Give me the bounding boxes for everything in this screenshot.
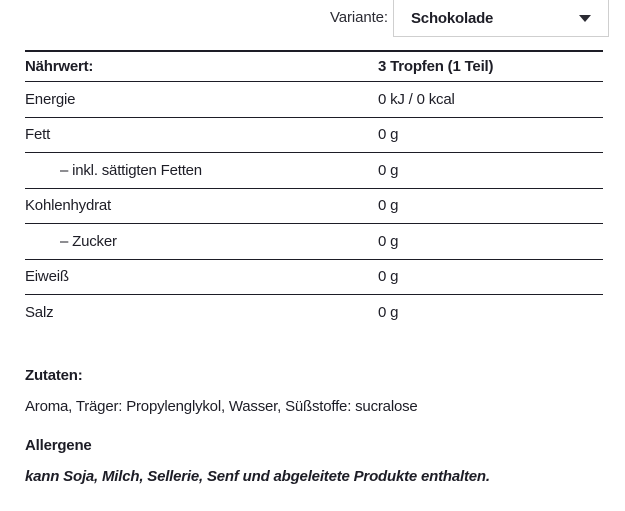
- variant-dropdown[interactable]: [393, 0, 609, 37]
- table-row-kohlenhydrat: [25, 189, 603, 225]
- nutrition-table: [25, 50, 603, 331]
- row-value: 0 g: [378, 268, 399, 286]
- table-row-eiweiss: [25, 260, 603, 296]
- row-value: 0 g: [378, 232, 399, 250]
- row-value: 0 kJ / 0 kcal: [378, 90, 455, 108]
- ingredients-text: Aroma, Träger: Propylenglykol, Wasser, Süßstoffe: sucralose: [25, 397, 418, 415]
- info-sections: [25, 367, 600, 485]
- chevron-down-icon: [579, 15, 591, 22]
- nutrition-header-value: 3 Tropfen (1 Teil): [378, 58, 494, 75]
- allergens-title: Allergene: [25, 436, 92, 454]
- row-value: 0 g: [378, 197, 399, 215]
- table-row-fett: [25, 118, 603, 154]
- row-label: Eiweiß: [25, 268, 69, 286]
- row-label: Energie: [25, 90, 76, 108]
- allergens-text: kann Soja, Milch, Sellerie, Senf und abgeleitete Produkte enthalten.: [25, 467, 490, 485]
- nutrition-table-header: [25, 52, 603, 82]
- ingredients-title: Zutaten:: [25, 366, 83, 384]
- table-row-salz: [25, 295, 603, 331]
- row-label: – inkl. sättigten Fetten: [60, 161, 202, 179]
- row-label: Kohlenhydrat: [25, 197, 111, 215]
- nutrition-header-label: Nährwert:: [25, 58, 94, 75]
- variant-label: Variante:: [329, 9, 388, 26]
- table-row-zucker: [25, 224, 603, 260]
- row-label: Fett: [25, 126, 51, 144]
- table-row-gesaettigte-fetten: [25, 153, 603, 189]
- row-value: 0 g: [378, 126, 399, 144]
- variant-selector-bar: [0, 0, 625, 37]
- row-label: Salz: [25, 304, 54, 322]
- row-value: 0 g: [378, 304, 399, 322]
- table-row-energie: [25, 82, 603, 118]
- variant-selected-value: Schokolade: [411, 10, 494, 27]
- row-label: – Zucker: [60, 232, 117, 250]
- row-value: 0 g: [378, 161, 399, 179]
